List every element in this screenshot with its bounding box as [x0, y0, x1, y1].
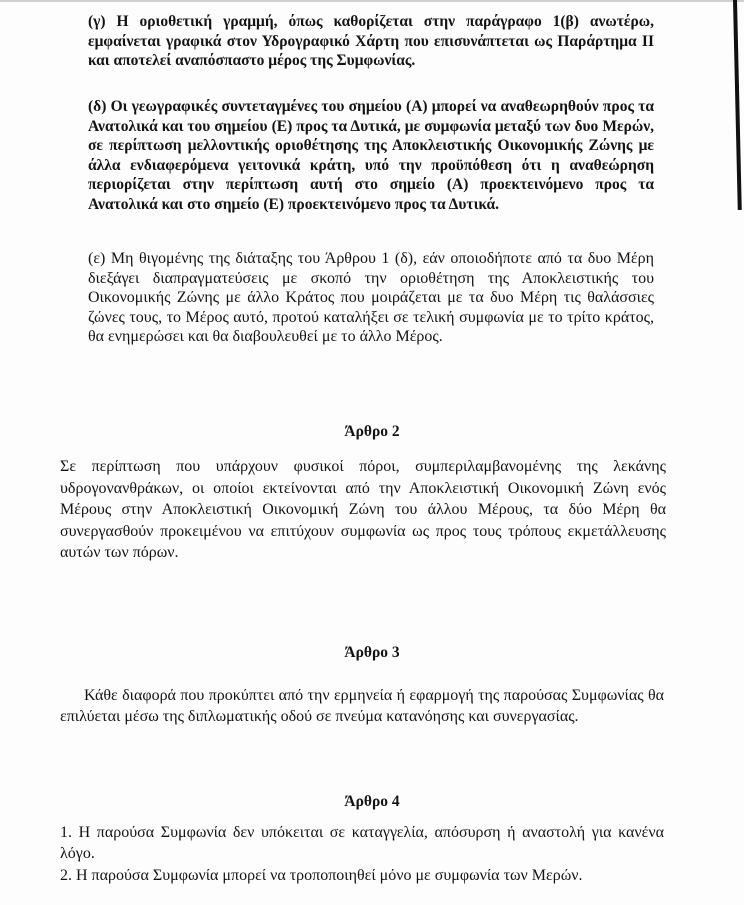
- article-4-item-1: 1. Η παρούσα Συμφωνία δεν υπόκειται σε καταγγελία, απόσυρση ή αναστολή για κανένα λόγο.: [60, 824, 664, 862]
- article-3-text: Κάθε διαφορά που προκύπτει από την ερμηνεία ή εφαρμογή της παρούσας Συμφωνίας θα επιλύεται μέσω της διπλωματικής οδού σε πνεύμα κατανόησης και συνεργασίας.: [60, 687, 664, 725]
- article-4-item-2: 2. Η παρούσα Συμφωνία μπορεί να τροποποιηθεί μόνο με συμφωνία των Μερών.: [60, 867, 583, 884]
- paragraph-delta: (δ) Οι γεωγραφικές συντεταγμένες του σημείου (Α) μπορεί να αναθεωρηθούν προς τα Ανατολικά και του σημείου (Ε) προς τα Δυτικά, με συμφωνία μεταξύ των δυο Μερών, σε περίπτωση μελλοντικής οριοθέτησης της Αποκλειστικής Οικονομικής Ζώνης με άλλα ενδιαφερόμενα γειτονικά κράτη, υπό την προϋπόθεση ότι η αναθεώρηση περιορίζεται στην περίπτωση αυτή στο σημείο (Α) προεκτεινόμενο προς τα Ανατολικά και στο σημείο (Ε) προεκτεινόμενο προς τα Δυτικά.: [88, 98, 654, 213]
- paragraph-gamma: (γ) Η οριοθετική γραμμή, όπως καθορίζεται στην παράγραφο 1(β) ανωτέρω, εμφαίνεται γραφικά στον Υδρογραφικό Χάρτη που επισυνάπτεται ως Παράρτημα ΙΙ και αποτελεί αναπόσπαστο μέρος της Συμφωνίας.: [88, 13, 654, 70]
- article-2-heading: Άρθρο 2: [344, 423, 400, 440]
- article-2-text: Σε περίπτωση που υπάρχουν φυσικοί πόροι, συμπεριλαμβανομένης της λεκάνης υδρογονανθράκων, οι οποίοι εκτείνονται από την Αποκλειστική Οικονομική Ζώνη ενός Μέρους στην Αποκλειστική Οικονομική Ζώνη του άλλου Μέρους, τα δύο Μέρη θα συνεργασθούν προκειμένου να επιτύχουν συμφωνία ως προς τους τρόπους εκμετάλλευσης αυτών των πόρων.: [60, 458, 666, 561]
- paragraph-epsilon: (ε) Μη θιγομένης της διάταξης του Άρθρου 1 (δ), εάν οποιοδήποτε από τα δυο Μέρη διεξάγει διαπραγματεύσεις με σκοπό την οριοθέτηση της Αποκλειστικής του Οικονομικής Ζώνης με άλλο Κράτος που μοιράζεται με τα δυο Μέρη τις θαλάσσιες ζώνες τους, το Μέρος αυτό, προτού καταλήξει σε τελική συμφωνία με το τρίτο κράτος, θα ενημερώσει και θα διαβουλευθεί με το άλλο Μέρος.: [88, 250, 654, 346]
- article-3-heading: Άρθρο 3: [344, 644, 400, 661]
- article-4-heading: Άρθρο 4: [344, 793, 400, 810]
- scan-page-edge: [733, 0, 742, 210]
- scan-top-edge: [0, 0, 744, 2]
